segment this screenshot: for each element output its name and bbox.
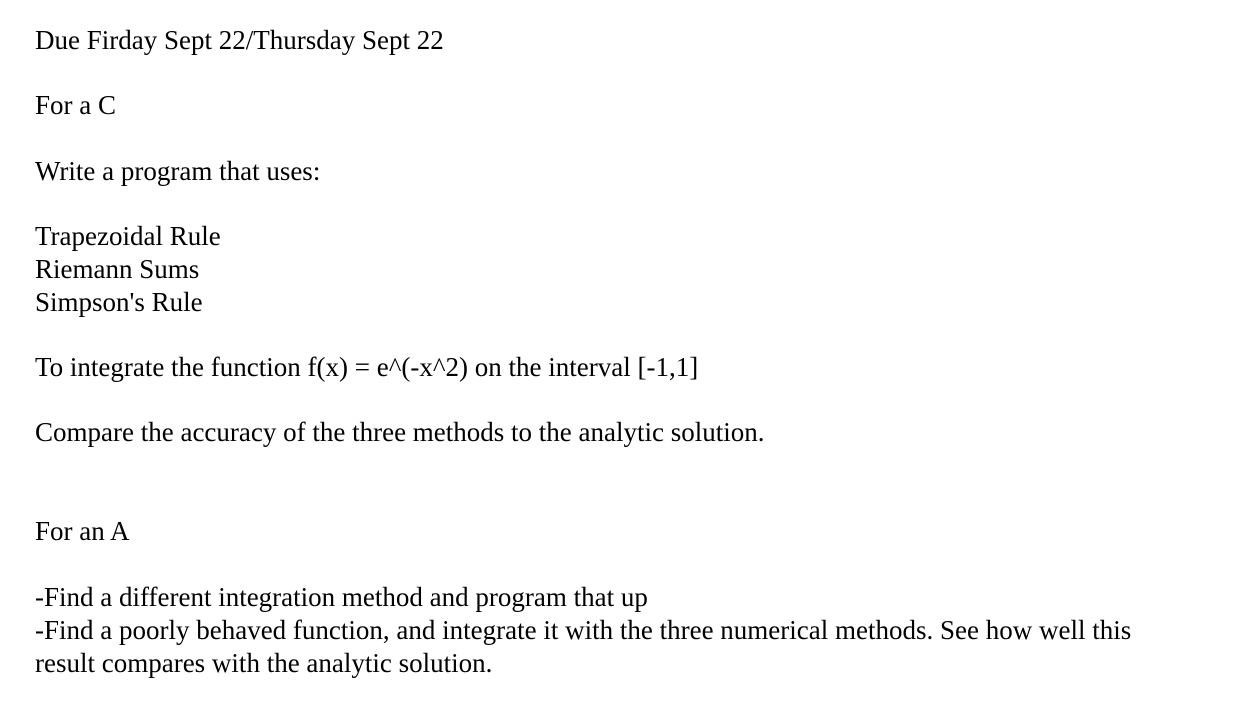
grade-c-intro: Write a program that uses: [35, 156, 321, 186]
accuracy-comparison: Compare the accuracy of the three methods to the analytic solution. [35, 417, 765, 447]
method-item: Trapezoidal Rule [35, 221, 221, 251]
method-item: Simpson's Rule [35, 287, 203, 317]
grade-c-heading: For a C [35, 90, 116, 120]
integration-task: To integrate the function f(x) = e^(-x^2) on the interval [-1,1] [35, 352, 699, 382]
due-date-line: Due Firday Sept 22/Thursday Sept 22 [35, 25, 444, 55]
method-item: Riemann Sums [35, 254, 200, 284]
grade-a-item: -Find a different integration method and program that up [35, 582, 648, 612]
grade-a-item-continued: result compares with the analytic solution. [35, 648, 493, 678]
grade-a-item: -Find a poorly behaved function, and integrate it with the three numerical methods. See how well this [35, 615, 1132, 645]
grade-a-heading: For an A [35, 516, 130, 546]
